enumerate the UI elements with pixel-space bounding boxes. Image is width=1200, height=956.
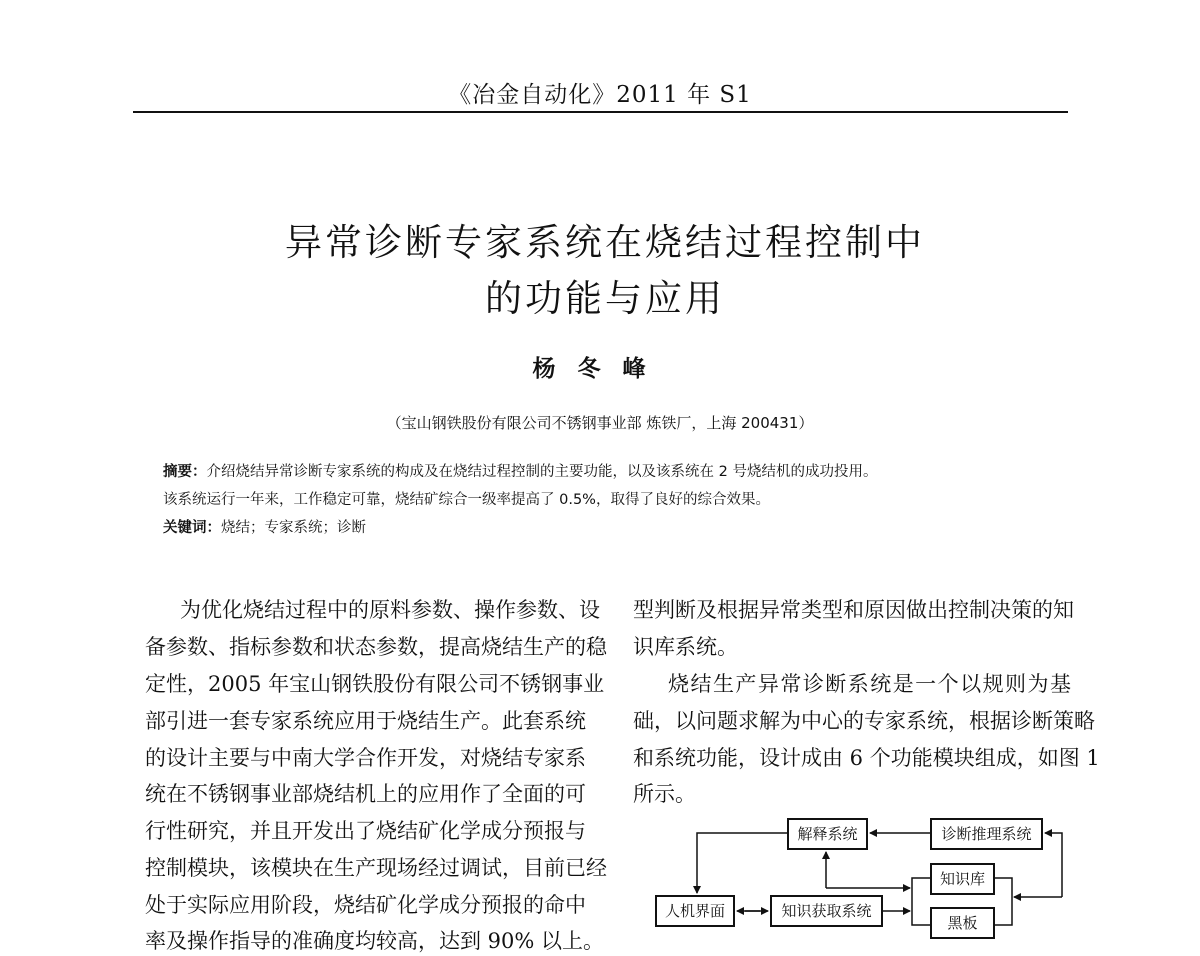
author: 杨冬峰 — [532, 355, 668, 382]
box-hmi: 人机界面 — [655, 895, 735, 927]
body-line: 率及操作指导的准确度均较高，达到 90% 以上。 — [145, 929, 605, 953]
bracket-right — [995, 878, 1012, 925]
arrow-to-inference — [1045, 833, 1062, 897]
body-line: 烧结生产异常诊断系统是一个以规则为基 — [668, 672, 1071, 696]
body-line: 所示。 — [633, 782, 696, 806]
journal-header: 《冶金自动化》2011 年 S1 — [448, 82, 752, 108]
body-line: 控制模块，该模块在生产现场经过调试，目前已经 — [145, 856, 607, 880]
box-knowledge-acquisition: 知识获取系统 — [770, 895, 883, 927]
body-line: 备参数、指标参数和状态参数，提高烧结生产的稳 — [145, 635, 607, 659]
body-line: 和系统功能，设计成由 6 个功能模块组成，如图 1 — [633, 746, 1100, 770]
body-line: 础，以问题求解为中心的专家系统，根据诊断策略 — [633, 709, 1095, 733]
keywords-label: 关键词： — [163, 520, 221, 536]
affiliation: （宝山钢铁股份有限公司不锈钢事业部 炼铁厂，上海 200431） — [386, 414, 814, 432]
box-inference-system: 诊断推理系统 — [930, 818, 1043, 850]
abstract-text: 介绍烧结异常诊断专家系统的构成及在烧结过程控制的主要功能，以及该系统在 2 号烧结机的成功投用。 — [206, 464, 878, 480]
body-line: 统在不锈钢事业部烧结机上的应用作了全面的可 — [145, 782, 586, 806]
body-line: 处于实际应用阶段，烧结矿化学成分预报的命中 — [145, 893, 586, 917]
box-knowledge-base: 知识库 — [930, 863, 995, 895]
bracket-left — [912, 878, 930, 925]
keywords-text: 烧结；专家系统；诊断 — [221, 520, 366, 536]
body-line: 行性研究，并且开发出了烧结矿化学成分预报与 — [145, 819, 586, 843]
article-title-line-1: 异常诊断专家系统在烧结过程控制中 — [285, 221, 925, 264]
body-line: 型判断及根据异常类型和原因做出控制决策的知 — [633, 598, 1074, 622]
abstract-line-2: 该系统运行一年来，工作稳定可靠，烧结矿综合一级率提高了 0.5%，取得了良好的综合效果。 — [163, 492, 770, 508]
body-line: 识库系统。 — [633, 635, 738, 659]
body-line: 定性，2005 年宝山钢铁股份有限公司不锈钢事业 — [145, 672, 605, 696]
abstract-label: 摘要： — [163, 464, 207, 480]
box-blackboard: 黑板 — [930, 907, 995, 939]
body-line: 的设计主要与中南大学合作开发，对烧结专家系 — [145, 746, 586, 770]
body-line: 部引进一套专家系统应用于烧结生产。此套系统 — [145, 709, 586, 733]
arrow-explain-to-hmi — [697, 833, 787, 893]
body-line: 为优化烧结过程中的原料参数、操作参数、设 — [180, 598, 600, 622]
article-title-line-2: 的功能与应用 — [485, 277, 725, 320]
box-explain-system: 解释系统 — [787, 818, 868, 850]
